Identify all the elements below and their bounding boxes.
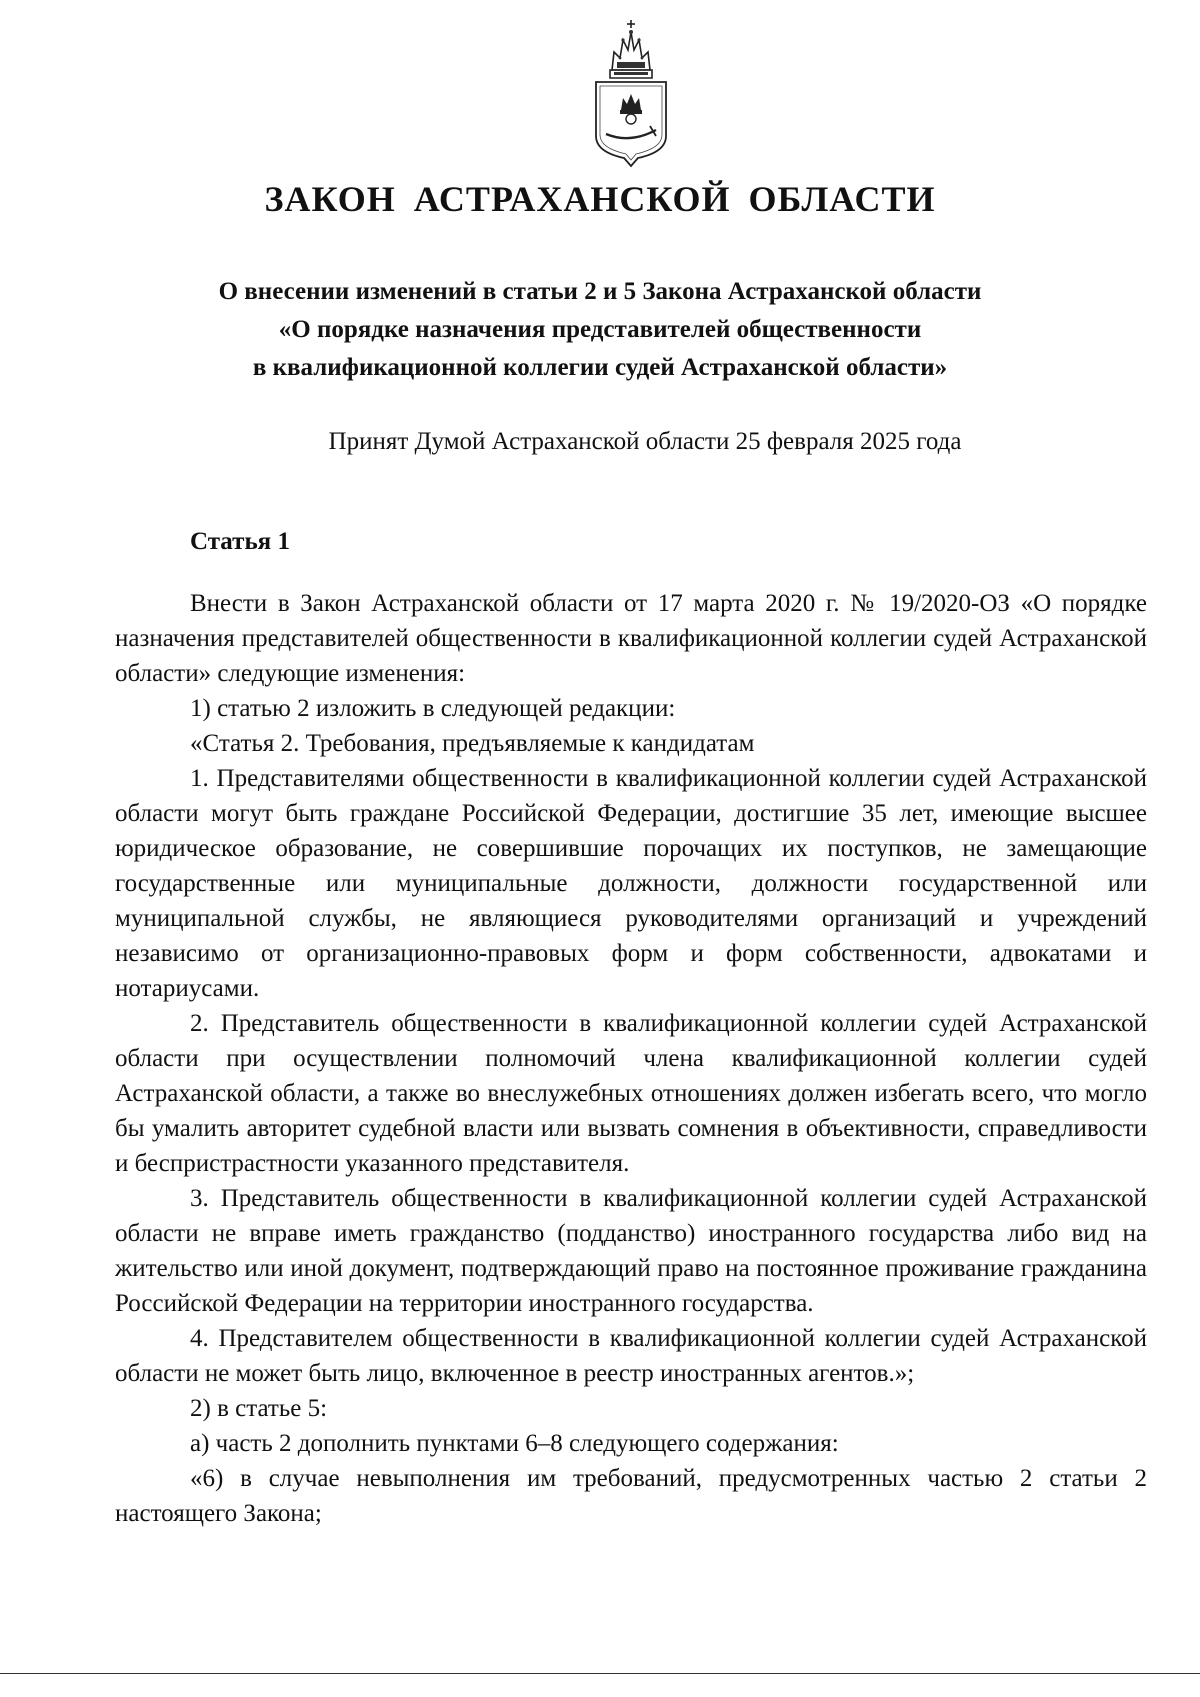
subtitle-line: О внесении изменений в статьи 2 и 5 Закона Астраханской области — [218, 278, 982, 305]
article-title: Статья 1 — [190, 528, 290, 555]
adoption-statement: Принят Думой Астраханской области 25 февраля 2025 года — [328, 428, 962, 455]
subtitle-line: в квалификационной коллегии судей Астраханской области» — [252, 354, 948, 381]
paragraph: 3. Представитель общественности в квалификационной коллегии судей Астраханской области не вправе иметь гражданство (подданство) иностранного государства либо вид на жительство или иной документ, подтверждающий право на постоянное проживание гражданина Российской Федерации на территории иностранного государства. — [115, 1185, 1147, 1317]
paragraph: 1. Представителями общественности в квалификационной коллегии судей Астраханской области могут быть граждане Российской Федерации, достигшие 35 лет, имеющие высшее юридическое образование, не совершившие порочащих их поступков, не замещающие государственные или муниципальные должности, должности государственной или муниципальной службы, не являющиеся руководителями организаций и учреждений независимо от организационно-правовых форм и форм собственности, адвокатами и нотариусами. — [115, 765, 1147, 1002]
paragraph: а) часть 2 дополнить пунктами 6–8 следующего содержания: — [190, 1430, 839, 1457]
paragraph: «Статья 2. Требования, предъявляемые к кандидатам — [190, 730, 755, 757]
paragraph: 4. Представителем общественности в квалификационной коллегии судей Астраханской области не может быть лицо, включенное в реестр иностранных агентов.»; — [115, 1325, 1147, 1387]
paragraph: Внести в Закон Астраханской области от 17 марта 2020 г. № 19/2020-ОЗ «О порядке назначения представителей общественности в квалификационной коллегии судей Астраханской области» следующие изменения: — [115, 590, 1147, 687]
paragraph: 2. Представитель общественности в квалификационной коллегии судей Астраханской области при осуществлении полномочий члена квалификационной коллегии судей Астраханской области, а также во внеслужебных отношениях должен избегать всего, что могло бы умалить авторитет судебной власти или вызвать сомнения в объективности, справедливости и беспристрастности указанного представителя. — [115, 1010, 1147, 1177]
document-title: ЗАКОН АСТРАХАНСКОЙ ОБЛАСТИ — [264, 179, 936, 219]
coat-of-arms-icon — [590, 18, 672, 168]
article-body — [115, 586, 1147, 1531]
law-subtitle — [150, 273, 1050, 387]
paragraph: 1) статью 2 изложить в следующей редакции: — [190, 695, 676, 722]
page-bottom-divider — [0, 1673, 1200, 1674]
subtitle-line: «О порядке назначения представителей общественности — [278, 316, 922, 343]
paragraph: «6) в случае невыполнения им требований, предусмотренных частью 2 статьи 2 настоящего Закона; — [115, 1465, 1147, 1527]
paragraph: 2) в статье 5: — [190, 1395, 328, 1422]
